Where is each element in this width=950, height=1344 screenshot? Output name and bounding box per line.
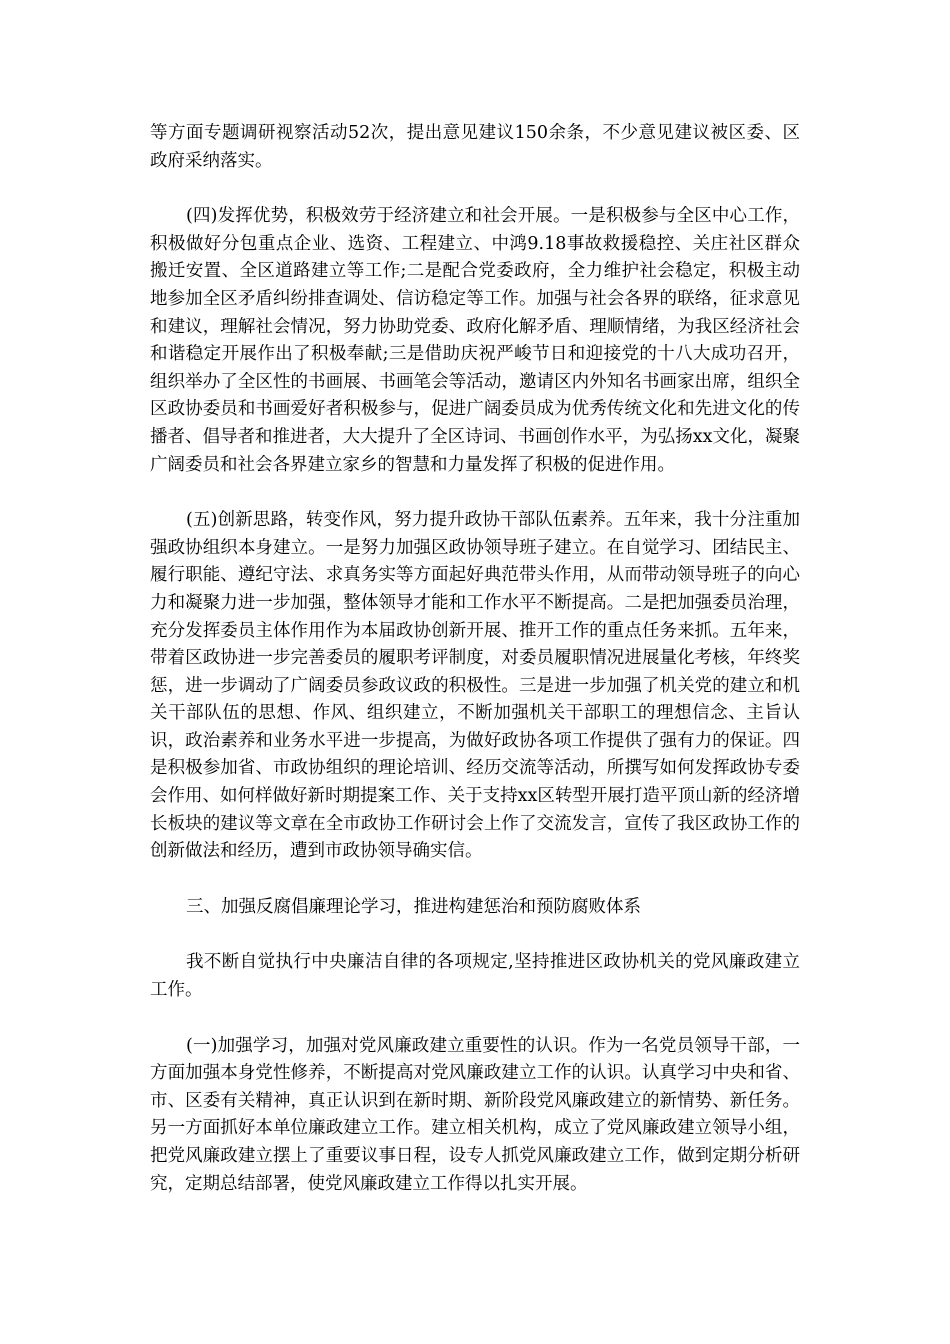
section-heading-three: 三、加强反腐倡廉理论学习，推进构建惩治和预防腐败体系 xyxy=(186,896,641,917)
paragraph-subsection-one: (一)加强学习，加强对党风廉政建立重要性的认识。作为一名党员领导干部，一方面加强本身党性修养，不断提高对党风廉政建立工作的认识。认真学习中央和省、市、区委有关精神，真正认识到在新时期、新阶段党风廉政建立的新情势、新任务。另一方面抓好本单位廉政建立工作。建立相关机构，成立了党风廉政建立领导小组，把党风廉政建立摆上了重要议事日程，设专人抓党风廉政建立工作，做到定期分析研究，定期总结部署，使党风廉政建立工作得以扎实开展。 xyxy=(150,1035,800,1194)
document-page xyxy=(150,120,800,1226)
paragraph-intro: 我不断自觉执行中央廉洁自律的各项规定,坚持推进区政协机关的党风廉政建立工作。 xyxy=(150,952,800,1001)
paragraph-section-four: (四)发挥优势，积极效劳于经济建立和社会开展。一是积极参与全区中心工作，积极做好分包重点企业、选资、工程建立、中鸿9.18事故救援稳控、关庄社区群众搬迁安置、全区道路建立等工作;二是配合党委政府，全力维护社会稳定，积极主动地参加全区矛盾纠纷排查调处、信访稳定等工作。加强与社会各界的联络，征求意见和建议，理解社会情况，努力协助党委、政府化解矛盾、理顺情绪，为我区经济社会和谐稳定开展作出了积极奉献;三是借助庆祝严峻节日和迎接党的十八大成功召开，组织举办了全区性的书画展、书画笔会等活动，邀请区内外知名书画家出席，组织全区政协委员和书画爱好者积极参与，促进广阔委员成为优秀传统文化和先进文化的传播者、倡导者和推进者，大大提升了全区诗词、书画创作水平，为弘扬xx文化，凝聚广阔委员和社会各界建立家乡的智慧和力量发挥了积极的促进作用。 xyxy=(150,206,800,475)
paragraph-section-five: (五)创新思路，转变作风，努力提升政协干部队伍素养。五年来，我十分注重加强政协组织本身建立。一是努力加强区政协领导班子建立。在自觉学习、团结民主、履行职能、遵纪守法、求真务实等方面起好典范带头作用，从而带动领导班子的向心力和凝聚力进一步加强，整体领导才能和工作水平不断提高。二是把加强委员治理，充分发挥委员主体作用作为本届政协创新开展、推开工作的重点任务来抓。五年来，带着区政协进一步完善委员的履职考评制度，对委员履职情况进展量化考核，年终奖惩，进一步调动了广阔委员参政议政的积极性。三是进一步加强了机关党的建立和机关干部队伍的思想、作风、组织建立，不断加强机关干部职工的理想信念、主旨认识，政治素养和业务水平进一步提高，为做好政协各项工作提供了强有力的保证。四是积极参加省、市政协组织的理论培训、经历交流等活动，所撰写如何发挥政协专委会作用、如何样做好新时期提案工作、关于支持xx区转型开展打造平顶山新的经济增长板块的建议等文章在全市政协工作研讨会上作了交流发言，宣传了我区政协工作的创新做法和经历，遭到市政协领导确实信。 xyxy=(150,510,800,862)
paragraph-continuation: 等方面专题调研视察活动52次，提出意见建议150余条，不少意见建议被区委、区政府采纳落实。 xyxy=(150,123,800,171)
